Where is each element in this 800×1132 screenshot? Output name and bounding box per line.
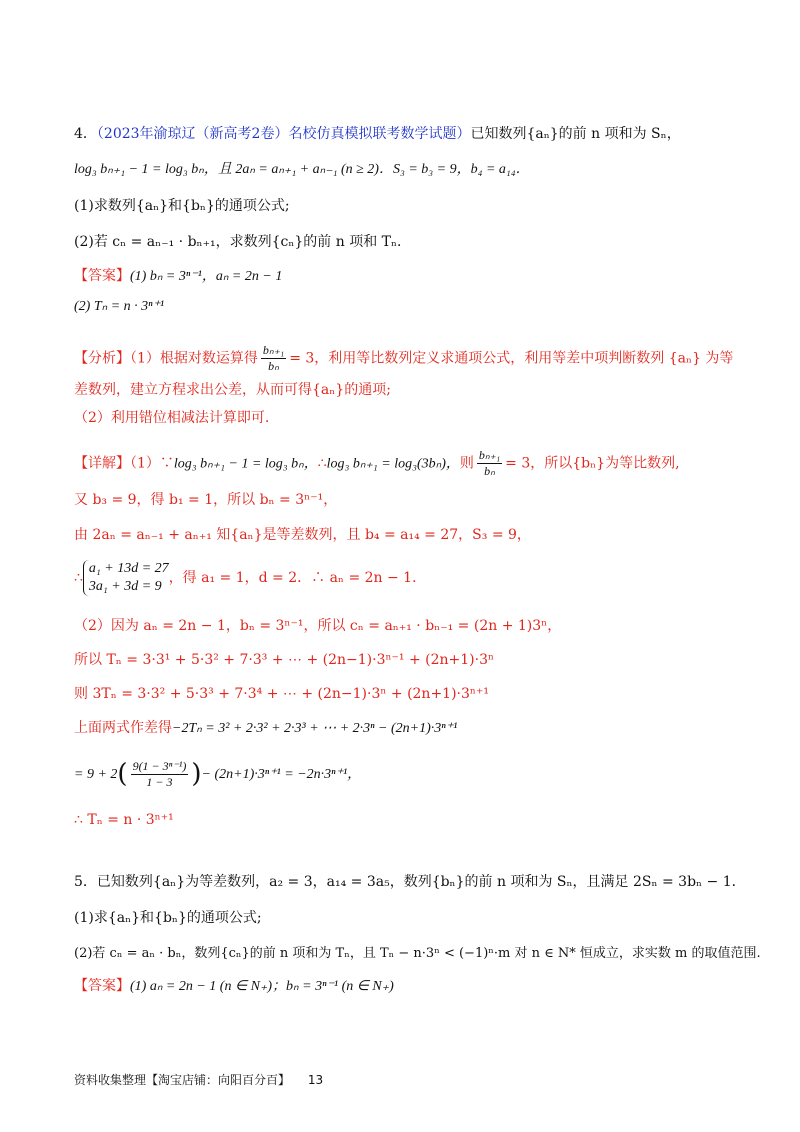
q4-part1: (1)求数列{aₙ}和{bₙ}的通项公式; [74, 198, 290, 214]
q5-part1: (1)求{aₙ}和{bₙ}的通项公式; [74, 910, 262, 926]
q4-detail-3: 由 2aₙ = aₙ₋₁ + aₙ₊₁ 知{aₙ}是等差数列，且 b₄ = a₁₄ = 27，S₃ = 9， [74, 527, 531, 543]
q4-detail-4: ∴ a₁ + 13d = 27 3a₁ + 3d = 9 ，得 a₁ = 1，d = 2．∴ aₙ = 2n − 1． [74, 561, 427, 594]
page-footer [74, 1071, 323, 1088]
q4-analysis-3: （2）利用错位相减法计算即可. [74, 410, 270, 426]
q4-detail-1: 【详解】（1）∵log₃ bₙ₊₁ − 1 = log₃ bₙ，∴log₃ bₙ₊₁ = log₃(3bₙ)，则 $\frac{\text{bₙ₊₁}}{\text{bₙ}}$ = 3，所以{bₙ}为等比数列, [74, 448, 680, 478]
q4-part2: (2)若 cₙ = aₙ₋₁ · bₙ₊₁，求数列{cₙ}的前 n 项和 Tₙ． [74, 234, 412, 250]
q5-part2: (2)若 cₙ = aₙ · bₙ，数列{cₙ}的前 n 项和为 Tₙ，且 Tₙ − n·3ⁿ < (−1)ⁿ·m 对 n ∈ N* 恒成立，求实数 m 的取值范围. [74, 946, 761, 961]
q4-analysis-2: 差数列，建立方程求出公差，从而可得{aₙ}的通项; [74, 382, 391, 398]
q4-detail-7: 则 3Tₙ = 3·3² + 5·3³ + 7·3⁴ + ⋯ + (2n−1)·3ⁿ + (2n+1)·3ⁿ⁺¹ [74, 686, 489, 702]
q4-answer-1: 【答案】(1) bₙ = 3ⁿ⁻¹，aₙ = 2n − 1 [74, 268, 283, 284]
q5-answer-1: 【答案】(1) aₙ = 2n − 1 (n ∈ N₊)；bₙ = 3ⁿ⁻¹ (n ∈ N₊) [74, 978, 394, 994]
q4-detail-2: 又 b₃ = 9，得 b₁ = 1，所以 bₙ = 3ⁿ⁻¹， [74, 492, 338, 508]
answer-label: 【答案】 [74, 268, 130, 284]
q4-detail-10: ∴ Tₙ = n · 3ⁿ⁺¹ [74, 812, 174, 828]
detail-fraction: $\frac{\text{bₙ₊₁}}{\text{bₙ}}$ [478, 448, 501, 478]
footer-text: 资料收集整理【淘宝店铺：向阳百分百】 [74, 1073, 291, 1087]
q4-detail-8: 上面两式作差得−2Tₙ = 3² + 2·3² + 2·3³ + ⋯ + 2·3ⁿ − (2n+1)·3ⁿ⁺¹ [74, 720, 458, 736]
q4-detail-6: 所以 Tₙ = 3·3¹ + 5·3² + 7·3³ + ⋯ + (2n−1)·3ⁿ⁻¹ + (2n+1)·3ⁿ [74, 652, 495, 668]
q4-source: （2023年渝琼辽（新高考2卷）名校仿真模拟联考数学试题） [96, 126, 471, 142]
q5-stem: 5．已知数列{aₙ}为等差数列，a₂ = 3，a₁₄ = 3a₅，数列{bₙ}的前 n 项和为 Sₙ，且满足 2Sₙ = 3bₙ − 1． [74, 874, 746, 890]
page-number: 13 [307, 1073, 324, 1087]
q4-number: 4． [74, 126, 97, 142]
q4-analysis-1: 【分析】（1）根据对数运算得 $\frac{\text{bₙ₊₁}}{\text{bₙ}}$ = 3，利用等比数列定义求通项公式，利用等差中项判断数列 {aₙ} 为等 [74, 343, 734, 373]
analysis-label: 【分析】 [74, 350, 130, 367]
equation-system: a₁ + 13d = 27 3a₁ + 3d = 9 [83, 560, 169, 596]
q4-answer-2: (2) Tₙ = n · 3ⁿ⁺¹ [74, 299, 165, 314]
q4-stem-a: 已知数列{aₙ}的前 n 项和为 Sₙ， [470, 126, 681, 142]
sum-fraction: $\frac{\text{9(1 − 3ⁿ⁻¹)}}{1 - 3}$ [132, 758, 187, 789]
q4-stem-line2: log₃ bₙ₊₁ − 1 = log₃ bₙ，且 2aₙ = aₙ₊₁ + aₙ₋₁ (n ≥ 2)．S₃ = b₃ = 9，b₄ = a₁₄． [74, 162, 530, 177]
q4-stem-line1 [74, 124, 740, 144]
analysis-fraction: $\frac{\text{bₙ₊₁}}{\text{bₙ}}$ [262, 343, 285, 373]
answer-label: 【答案】 [74, 978, 130, 994]
q4-detail-9: = 9 + 2( $\frac{\text{9(1 − 3ⁿ⁻¹)}}{1 - 3}$ )− (2n+1)·3ⁿ⁺¹ = −2n·3ⁿ⁺¹， [74, 758, 362, 789]
detail-label: 【详解】 [74, 455, 130, 472]
q4-detail-5: （2）因为 aₙ = 2n − 1，bₙ = 3ⁿ⁻¹，所以 cₙ = aₙ₊₁ · bₙ₋₁ = (2n + 1)3ⁿ， [74, 618, 562, 634]
